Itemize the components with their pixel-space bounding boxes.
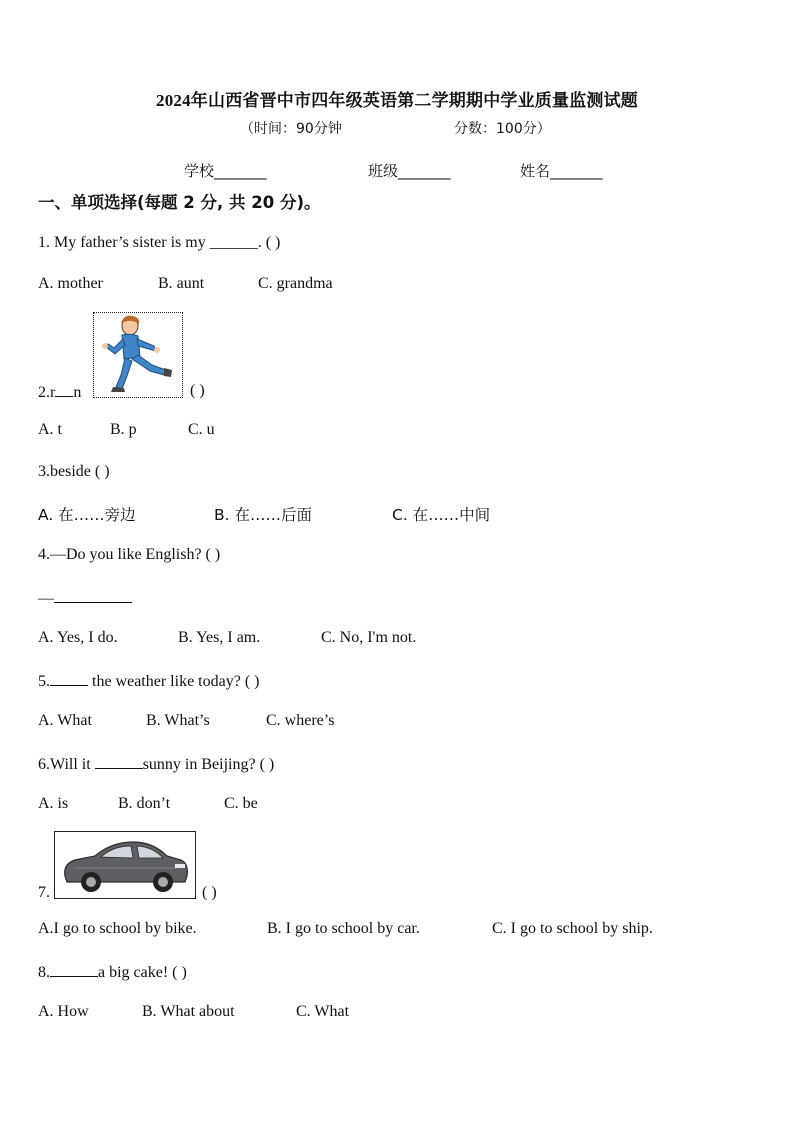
- q3-option-b: B. 在……后面: [214, 506, 312, 524]
- class-field: 班级_______: [368, 162, 451, 180]
- q6-blank: [95, 754, 143, 769]
- question-7: 7.: [38, 884, 50, 901]
- q6-option-c: C. be: [224, 795, 258, 812]
- section-heading: 一、单项选择(每题 2 分, 共 20 分)。: [38, 193, 321, 212]
- q1-option-c: C. grandma: [258, 275, 333, 292]
- question-1: 1. My father’s sister is my ______. ( ): [38, 234, 281, 251]
- q2-prefix: 2.r: [38, 384, 56, 401]
- page-title: 2024年山西省晋中市四年级英语第二学期期中学业质量监测试题: [156, 91, 638, 110]
- q4-option-a: A. Yes, I do.: [38, 629, 118, 646]
- q1-option-b: B. aunt: [158, 275, 205, 292]
- q2-option-a: A. t: [38, 421, 62, 438]
- q7-answer-paren: ( ): [202, 884, 217, 901]
- q5-stem: the weather like today? ( ): [92, 673, 260, 690]
- q5-option-a: A. What: [38, 712, 92, 729]
- q4-blank: [54, 588, 132, 603]
- q3-option-c: C. 在……中间: [392, 506, 491, 524]
- q3-option-a: A. 在……旁边: [38, 506, 136, 524]
- car-icon: [55, 832, 195, 898]
- q4-option-c: C. No, I'm not.: [321, 629, 417, 646]
- q8-prefix: 8.: [38, 964, 50, 981]
- q7-option-b: B. I go to school by car.: [267, 920, 420, 937]
- question-5: [38, 671, 259, 691]
- exam-score: 分数：100分）: [454, 121, 551, 137]
- q2-suffix: n: [73, 384, 82, 401]
- question-3: 3.beside ( ): [38, 463, 110, 480]
- q7-option-c: C. I go to school by ship.: [492, 920, 653, 937]
- q4-response-line: [38, 588, 132, 608]
- q8-stem: a big cake! ( ): [98, 964, 187, 981]
- q7-option-a: A.I go to school by bike.: [38, 920, 197, 937]
- q5-blank: [50, 671, 88, 686]
- question-2: [38, 382, 81, 402]
- q4-dash: —: [38, 590, 54, 607]
- q6-prefix: 6.Will it: [38, 756, 91, 773]
- car-picture: [54, 831, 196, 899]
- q2-option-c: C. u: [188, 421, 215, 438]
- name-field: 姓名_______: [520, 162, 603, 180]
- question-4: 4.—Do you like English? ( ): [38, 546, 221, 563]
- q6-option-b: B. don’t: [118, 795, 171, 812]
- question-8: [38, 962, 187, 982]
- running-boy-icon: [94, 313, 182, 397]
- q8-option-b: B. What about: [142, 1003, 235, 1020]
- q1-option-a: A. mother: [38, 275, 103, 292]
- q2-answer-paren: ( ): [190, 382, 205, 399]
- school-field: 学校_______: [184, 162, 267, 180]
- q5-option-b: B. What’s: [146, 712, 210, 729]
- q8-blank: [50, 962, 98, 977]
- q2-blank: [55, 382, 73, 397]
- q6-option-a: A. is: [38, 795, 69, 812]
- question-6: [38, 754, 274, 774]
- q5-prefix: 5.: [38, 673, 50, 690]
- q5-option-c: C. where’s: [266, 712, 335, 729]
- q8-option-c: C. What: [296, 1003, 350, 1020]
- runner-picture: [93, 312, 183, 398]
- exam-time: （时间：90分钟: [240, 121, 342, 137]
- q6-stem: sunny in Beijing? ( ): [142, 756, 275, 773]
- q2-option-b: B. p: [110, 421, 137, 438]
- q8-option-a: A. How: [38, 1003, 89, 1020]
- q4-option-b: B. Yes, I am.: [178, 629, 261, 646]
